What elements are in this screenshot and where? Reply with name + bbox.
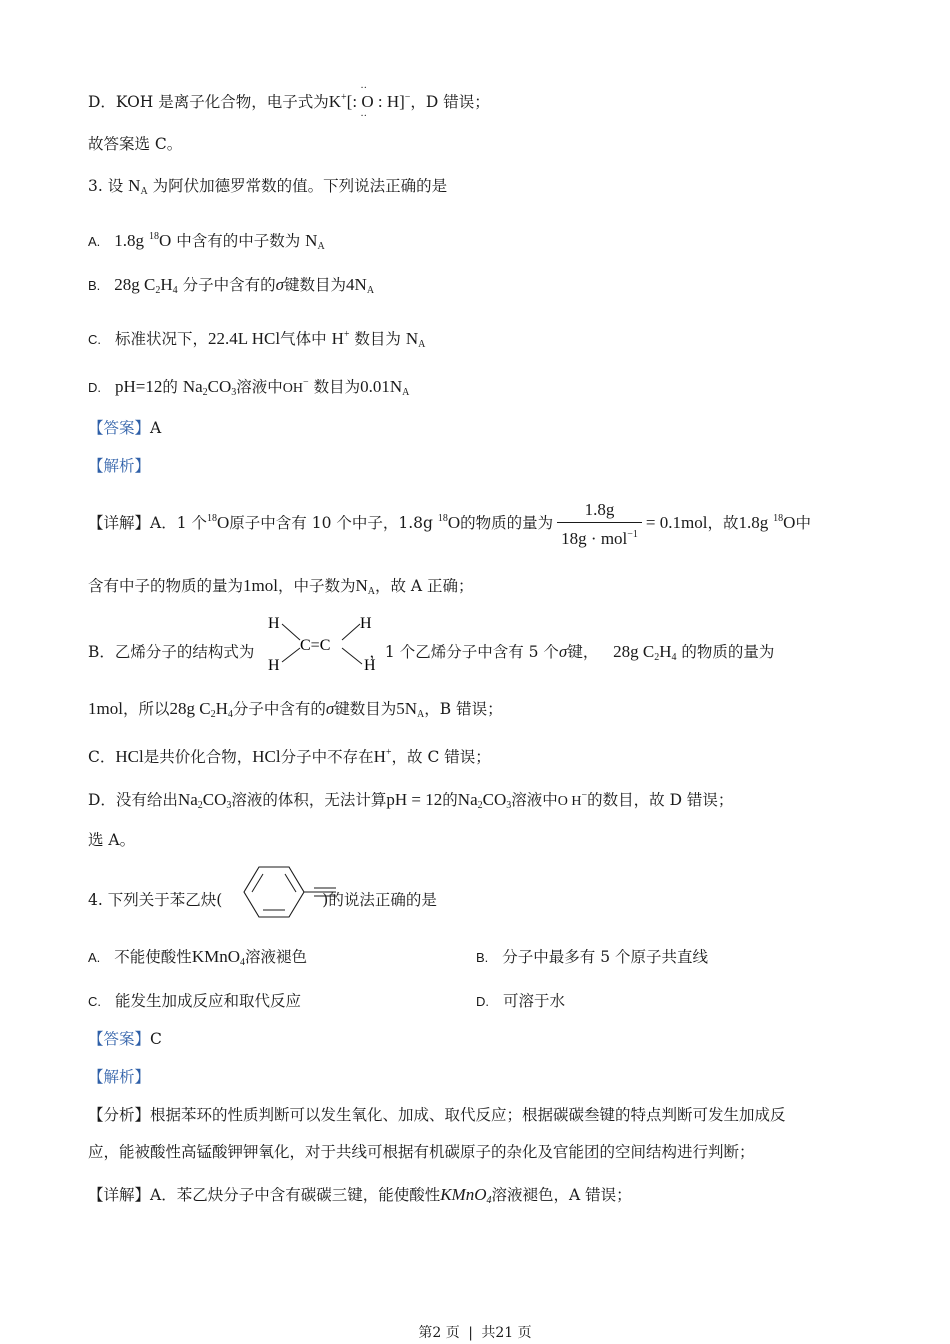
footer-separator: |: [468, 1325, 473, 1341]
oh-electron-formula: ·· : O : H] ·· −: [352, 83, 411, 122]
cc-double-bond: C=C: [300, 637, 331, 654]
answer-3: 【答案】A: [88, 419, 162, 437]
analysis-4-cont: 应，能被酸性高锰酸钾钾氧化，对于共线可根据有机碳原子的杂化及官能团的空间结构进行判断；: [88, 1143, 755, 1161]
text: D．KOH 是离子化合物，电子式为: [88, 93, 329, 111]
detail-3a: 【详解】A．1 个$^{18}$O原子中含有 10 个中子，1.8g $^{18}$O的物质的量为 $\frac{1.8g}{18g \cdot mol^{-1}}$ = 0.1mol，故1.8g $^{18}$O中: [88, 499, 811, 548]
phenylacetylene-structure: [230, 862, 338, 922]
option-4d: D. 可溶于水: [476, 992, 566, 1010]
option-3d: D. pH=12的 $Na_2CO_3$溶液中OH− 数目为$0.01N_A$: [88, 377, 410, 398]
line-answer-c: 故答案选 C。: [88, 135, 183, 153]
analysis-4-tag: 【解析】: [88, 1068, 151, 1086]
page-footer: [0, 1322, 950, 1342]
k-ion: K+[: [328, 92, 353, 111]
ethylene-structure: [260, 610, 380, 676]
molar-fraction: $\frac{1.8g}{18g \cdot mol^{-1}}$: [557, 500, 642, 549]
page-number: 第2 页: [418, 1325, 460, 1341]
option-3c: C. 标准状况下，22.4L HCl气体中 H+ 数目为 $N_A$: [88, 329, 426, 350]
option-3b: B. 28g $C_2H_4$ 分子中含有的σ键数目为$4N_A$: [88, 275, 375, 296]
h-atom: H: [268, 657, 280, 674]
h-atom: H: [364, 657, 376, 674]
option-3a: A. 1.8g $^{18}$O 中含有的中子数为 $N_A$: [88, 231, 325, 252]
answer-4: 【答案】C: [88, 1030, 162, 1048]
detail-3b: B．乙烯分子的结构式为 ，1 个乙烯分子中含有 5 个σ键， 28g $C_2H_4$ 的物质的量为: [88, 642, 775, 663]
detail-3c: C．HCl是共价化合物，HCl分子中不存在H+，故 C 错误；: [88, 747, 491, 766]
text: ，D 错误；: [410, 93, 490, 111]
question-3: 3. 设 $N_A$ 为阿伏加德罗常数的值。下列说法正确的是: [88, 176, 448, 197]
detail-4a: 【详解】A．苯乙炔分子中含有碳碳三键，能使酸性KMnO$_4$溶液褪色，A 错误；: [88, 1185, 632, 1206]
detail-3d: D．没有给出$Na_2CO_3$溶液的体积，无法计算pH = 12的$Na_2CO_3$溶液中O H−的数目，故 D 错误；: [88, 790, 734, 811]
question-4: 4. 下列关于苯乙炔( )的说法正确的是: [88, 891, 437, 909]
analysis-3-tag: 【解析】: [88, 457, 151, 475]
page-total: 共21 页: [481, 1325, 532, 1341]
option-4c: C. 能发生加成反应和取代反应: [88, 992, 302, 1010]
line-d-koh: [88, 83, 490, 122]
analysis-4: 【分析】根据苯环的性质判断可以发生氧化、加成、取代反应；根据碳碳叁键的特点判断可发生加成反: [88, 1106, 786, 1124]
detail-3a-cont: 含有中子的物质的量为1mol，中子数为$N_A$，故 A 正确；: [88, 576, 474, 597]
option-4a: A. 不能使酸性KMnO$_4$溶液褪色: [88, 947, 307, 968]
detail-3b-cont: 1mol，所以28g $C_2H_4$分子中含有的σ键数目为$5N_A$，B 错误；: [88, 699, 503, 720]
select-a: 选 A。: [88, 831, 136, 849]
h-atom: H: [360, 615, 372, 632]
option-4b: B. 分子中最多有 5 个原子共直线: [476, 948, 709, 966]
h-atom: H: [268, 615, 280, 632]
